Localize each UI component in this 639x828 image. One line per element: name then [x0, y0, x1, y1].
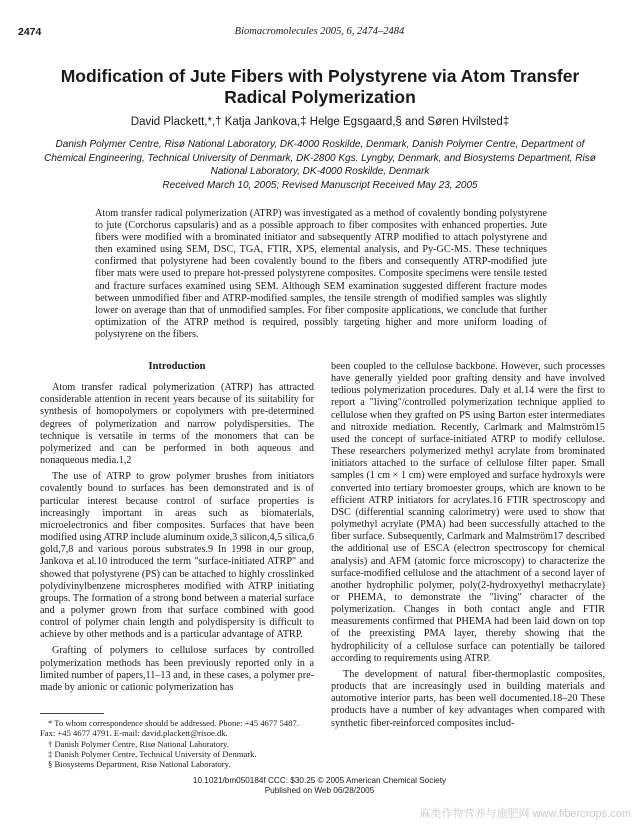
- body-paragraph: been coupled to the cellulose backbone. However, such processes have generally yielded poor grafting density and have involved tedious polymerization procedures. Daly et al.14 were the first to report a "living"/controlled polymerization technique applied to cellulose when they grafted on PS using Barton ester intermediates and nitroxide mediation. Recently, Carlmark and Malmström15 used the concept of surface-initiated ATRP to modify cellulose. These researchers polymerized methyl acrylate from brominated initiators attached to the surface of cellulose filter paper. Small samples (1 cm × 1 cm) were employed and surface hydroxyls were converted into tertiary bromoester groups, which are known to be efficient ATRP initiators for acrylates.16 FTIR spectroscopy and DSC (differential scanning calorimetry) were used to show that polymethyl acrylate (PMA) had been successfully attached to the fiber surface. Subsequently, Carlmark and Malmström17 described the additional use of ESCA (electron spectroscopy for chemical analysis) and AFM (atomic force microscopy) to characterize the surface-modified cellulose and the attachment of a second layer of another hydrophilic polymer, poly(2-hydroxyethyl methacrylate) or PHEMA, to demonstrate the "living" character of the polymerization. Changes in both contact angle and FTIR measurements confirmed that PHEMA had been laid down on top of the preexisting PMA layer, thereby showing that the hydrophilicity of a cellulose surface can potentially be tailored according to requirements using ATRP.: [331, 361, 605, 664]
- footnote-affiliation: ‡ Danish Polymer Centre, Technical University of Denmark.: [48, 748, 257, 759]
- page-number: 2474: [18, 26, 42, 38]
- footnote-affiliation: † Danish Polymer Centre, Risø National Laboratory.: [48, 738, 229, 749]
- body-paragraph: The development of natural fiber-thermoplastic composites, products that are increasingly used in building materials and automotive interior parts, has been well documented.18–20 These products have a number of key advantages when compared with synthetic fiber-reinforced composites includ-: [331, 668, 605, 729]
- section-heading-introduction: Introduction: [148, 361, 206, 372]
- doi-line: 10.1021/bm050184f CCC: $30.25 © 2005 American Chemical Society: [192, 776, 447, 785]
- watermark: 麻类作物营养与施肥网 www.fibercrops.com: [419, 808, 631, 820]
- journal-citation: Biomacromolecules 2005, 6, 2474–2484: [234, 26, 405, 37]
- footnote-affiliation: § Biosystems Department, Risø National Laboratory.: [48, 759, 231, 770]
- body-paragraph: Grafting of polymers to cellulose surfaces by controlled polymerization methods has been previously reported only in a limited number of papers,11–13 and, in these cases, a polymer pre-made by anionic or cationic polymerization has: [40, 645, 314, 693]
- footnote-correspondence: * To whom correspondence should be addressed. Phone: +45 4677 5487. Fax: +45 4677 4791. E-mail: david.plackett@risoe.dk.: [40, 718, 299, 739]
- body-paragraph: The use of ATRP to grow polymer brushes from initiators covalently bound to surfaces has been demonstrated and is of particular interest because control of surface properties is increasingly important in areas such as biomaterials, microelectronics and fiber composites. Surfaces that have been modified using ATRP include aluminum oxide,3 silicon,4,5 silica,6 gold,7,8 and various porous substrates.9 In 1998 in our group, Jankova et al.10 introduced the term "surface-initiated ATRP" and showed that polystyrene (PS) can be attached to highly crosslinked polydivinylbenzene microspheres modified with ATRP initiating groups. The formation of a strong bond between a material surface and a polymer grown from that surface combined with good control of polymer chain length and polydispersity is difficult to achieve by other methods and is a particular advantage of ATRP.: [40, 471, 314, 641]
- right-column: [331, 361, 605, 734]
- left-column: [40, 361, 314, 698]
- abstract: Atom transfer radical polymerization (ATRP) was investigated as a method of covalently bonding polystyrene to jute (Corchorus capsularis) and as a possible approach to fiber composites with enhanced properties. Jute fibers were modified with a brominated initiator and subsequently ATRP modified to attach polystyrene and then examined using SEM, DSC, TGA, FTIR, XPS, elemental analysis, and Py-GC-MS. These techniques confirmed that polystyrene had been covalently bound to the fibers and consequently ATRP-modified jute fiber mats were used to prepare hot-pressed polystyrene composites. Composite specimens were tensile tested and fracture surfaces examined using SEM. Although SEM examination suggested different fracture modes between unmodified fiber and ATRP-modified samples, the tensile strength of modified samples was slightly lower on average than that of unmodified samples. For fiber composite applications, we conclude that further optimization of the ATRP method is required, possibly targeting higher and more uniform loading of polystyrene on the fibers.: [95, 208, 547, 340]
- body-paragraph: Atom transfer radical polymerization (ATRP) has attracted considerable attention in recent years because of its suitability for synthesis of homopolymers or copolymers with pre-determined degrees of polymerization and narrow polydispersities. The technique is versatile in terms of the monomers that can be polymerized and can be performed in both aqueous and nonaqueous media.1,2: [40, 382, 314, 467]
- author-list: David Plackett,*,† Katja Jankova,‡ Helge Egsgaard,§ and Søren Hvilsted‡: [130, 116, 510, 128]
- received-dates: Received March 10, 2005; Revised Manuscript Received May 23, 2005: [162, 180, 478, 191]
- published-line: Published on Web 06/28/2005: [264, 786, 375, 795]
- footnotes: [40, 718, 314, 769]
- footnote-rule: [40, 713, 104, 714]
- article-title: Modification of Jute Fibers with Polystyrene via Atom Transfer Radical Polymerization: [60, 66, 580, 107]
- affiliations: Danish Polymer Centre, Risø National Laboratory, DK-4000 Roskilde, Denmark, Danish Polymer Centre, Department of Chemical Engineering, Technical University of Denmark, DK-2800 Kgs. Lyngby, Denmark, and Biosystems Department, Risø National Laboratory, DK-4000 Roskilde, Denmark: [44, 139, 596, 177]
- doi-footer: [0, 776, 639, 796]
